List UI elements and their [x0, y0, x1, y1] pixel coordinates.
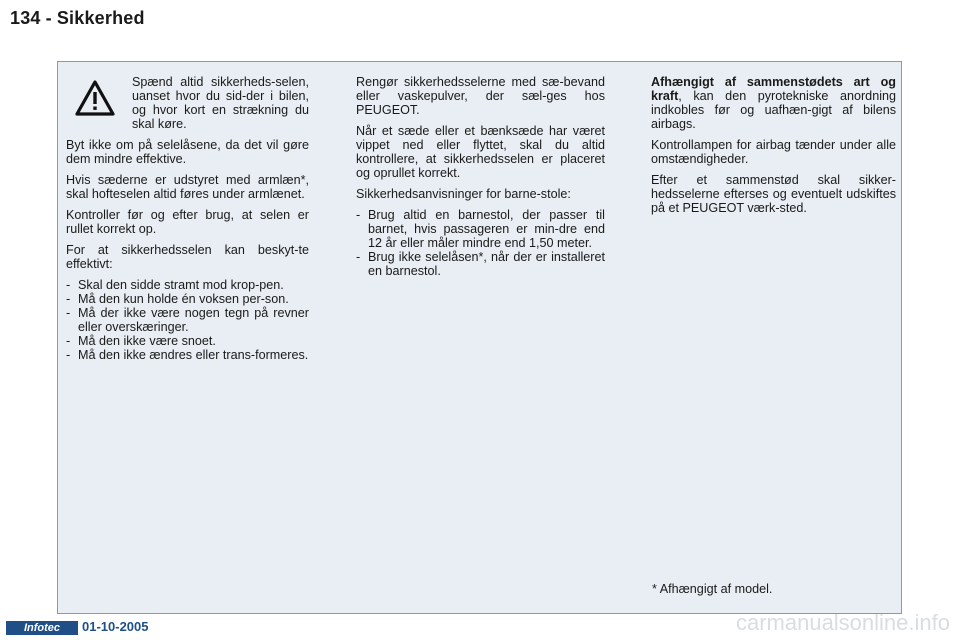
column-1: [66, 75, 309, 368]
paragraph: Kontroller før og efter brug, at selen er rullet korrekt op.: [66, 208, 309, 236]
header-separator: -: [45, 8, 52, 28]
paragraph: Når et sæde eller et bænksæde har været vippet ned eller flyttet, skal du altid kontrollere, at sikkerhedsselen er placeret og oprullet korrekt.: [356, 124, 605, 180]
list-item: - Må den ikke være snoet.: [66, 334, 309, 348]
list-item: - Må den ikke ændres eller trans-formeres.: [66, 348, 309, 362]
paragraph: [651, 75, 896, 131]
lead-rest-text: , kan den pyrotekniske anordning indkobles før og uafhæn-gigt af bilens airbags.: [651, 89, 896, 131]
warning-triangle-icon: [74, 79, 116, 117]
lead-bold-text: Afhængigt af sammenstødets art og kraft: [651, 75, 896, 103]
child-seat-instructions-list: [356, 208, 605, 278]
column-3: [651, 75, 896, 222]
infotec-logo: Infotec: [6, 621, 78, 635]
footnote: * Afhængigt af model.: [652, 582, 773, 596]
list-item: - Brug ikke selelåsen*, når der er installeret en barnestol.: [356, 250, 605, 278]
paragraph: Byt ikke om på selelåsene, da det vil gøre dem mindre effektive.: [66, 138, 309, 166]
warning-block: [66, 75, 309, 131]
paragraph: Rengør sikkerhedsselerne med sæ-bevand eller vaskepulver, der sæl-ges hos PEUGEOT.: [356, 75, 605, 117]
footer-date: 01-10-2005: [82, 619, 149, 634]
warning-text: Spænd altid sikkerheds-selen, uanset hvor du sid-der i bilen, og hvor kort en strækning du skal køre.: [132, 75, 309, 131]
watermark: carmanualsonline.info: [735, 610, 950, 635]
section-title: Sikkerhed: [56, 8, 145, 28]
paragraph: Kontrollampen for airbag tænder under alle omstændigheder.: [651, 138, 896, 166]
list-item: - Må der ikke være nogen tegn på revner eller overskæringer.: [66, 306, 309, 334]
seatbelt-requirements-list: [66, 278, 309, 362]
list-item: - Skal den sidde stramt mod krop-pen.: [66, 278, 309, 292]
paragraph: Efter et sammenstød skal sikker-hedsselerne efterses og eventuelt udskiftes på et PEUGEOT værk-sted.: [651, 173, 896, 215]
paragraph: Sikkerhedsanvisninger for barne-stole:: [356, 187, 571, 201]
page-number: 134: [10, 8, 41, 28]
page-header: [10, 8, 150, 29]
list-item: - Brug altid en barnestol, der passer til barnet, hvis passageren er min-dre end 12 år eller måler mindre end 1,50 meter.: [356, 208, 605, 250]
paragraph: For at sikkerhedsselen kan beskyt-te effektivt:: [66, 243, 309, 271]
content-panel: [57, 61, 902, 614]
paragraph: Hvis sæderne er udstyret med armlæn*, skal hofteselen altid føres under armlænet.: [66, 173, 309, 201]
list-item: - Må den kun holde én voksen per-son.: [66, 292, 309, 306]
column-2: [356, 75, 605, 284]
